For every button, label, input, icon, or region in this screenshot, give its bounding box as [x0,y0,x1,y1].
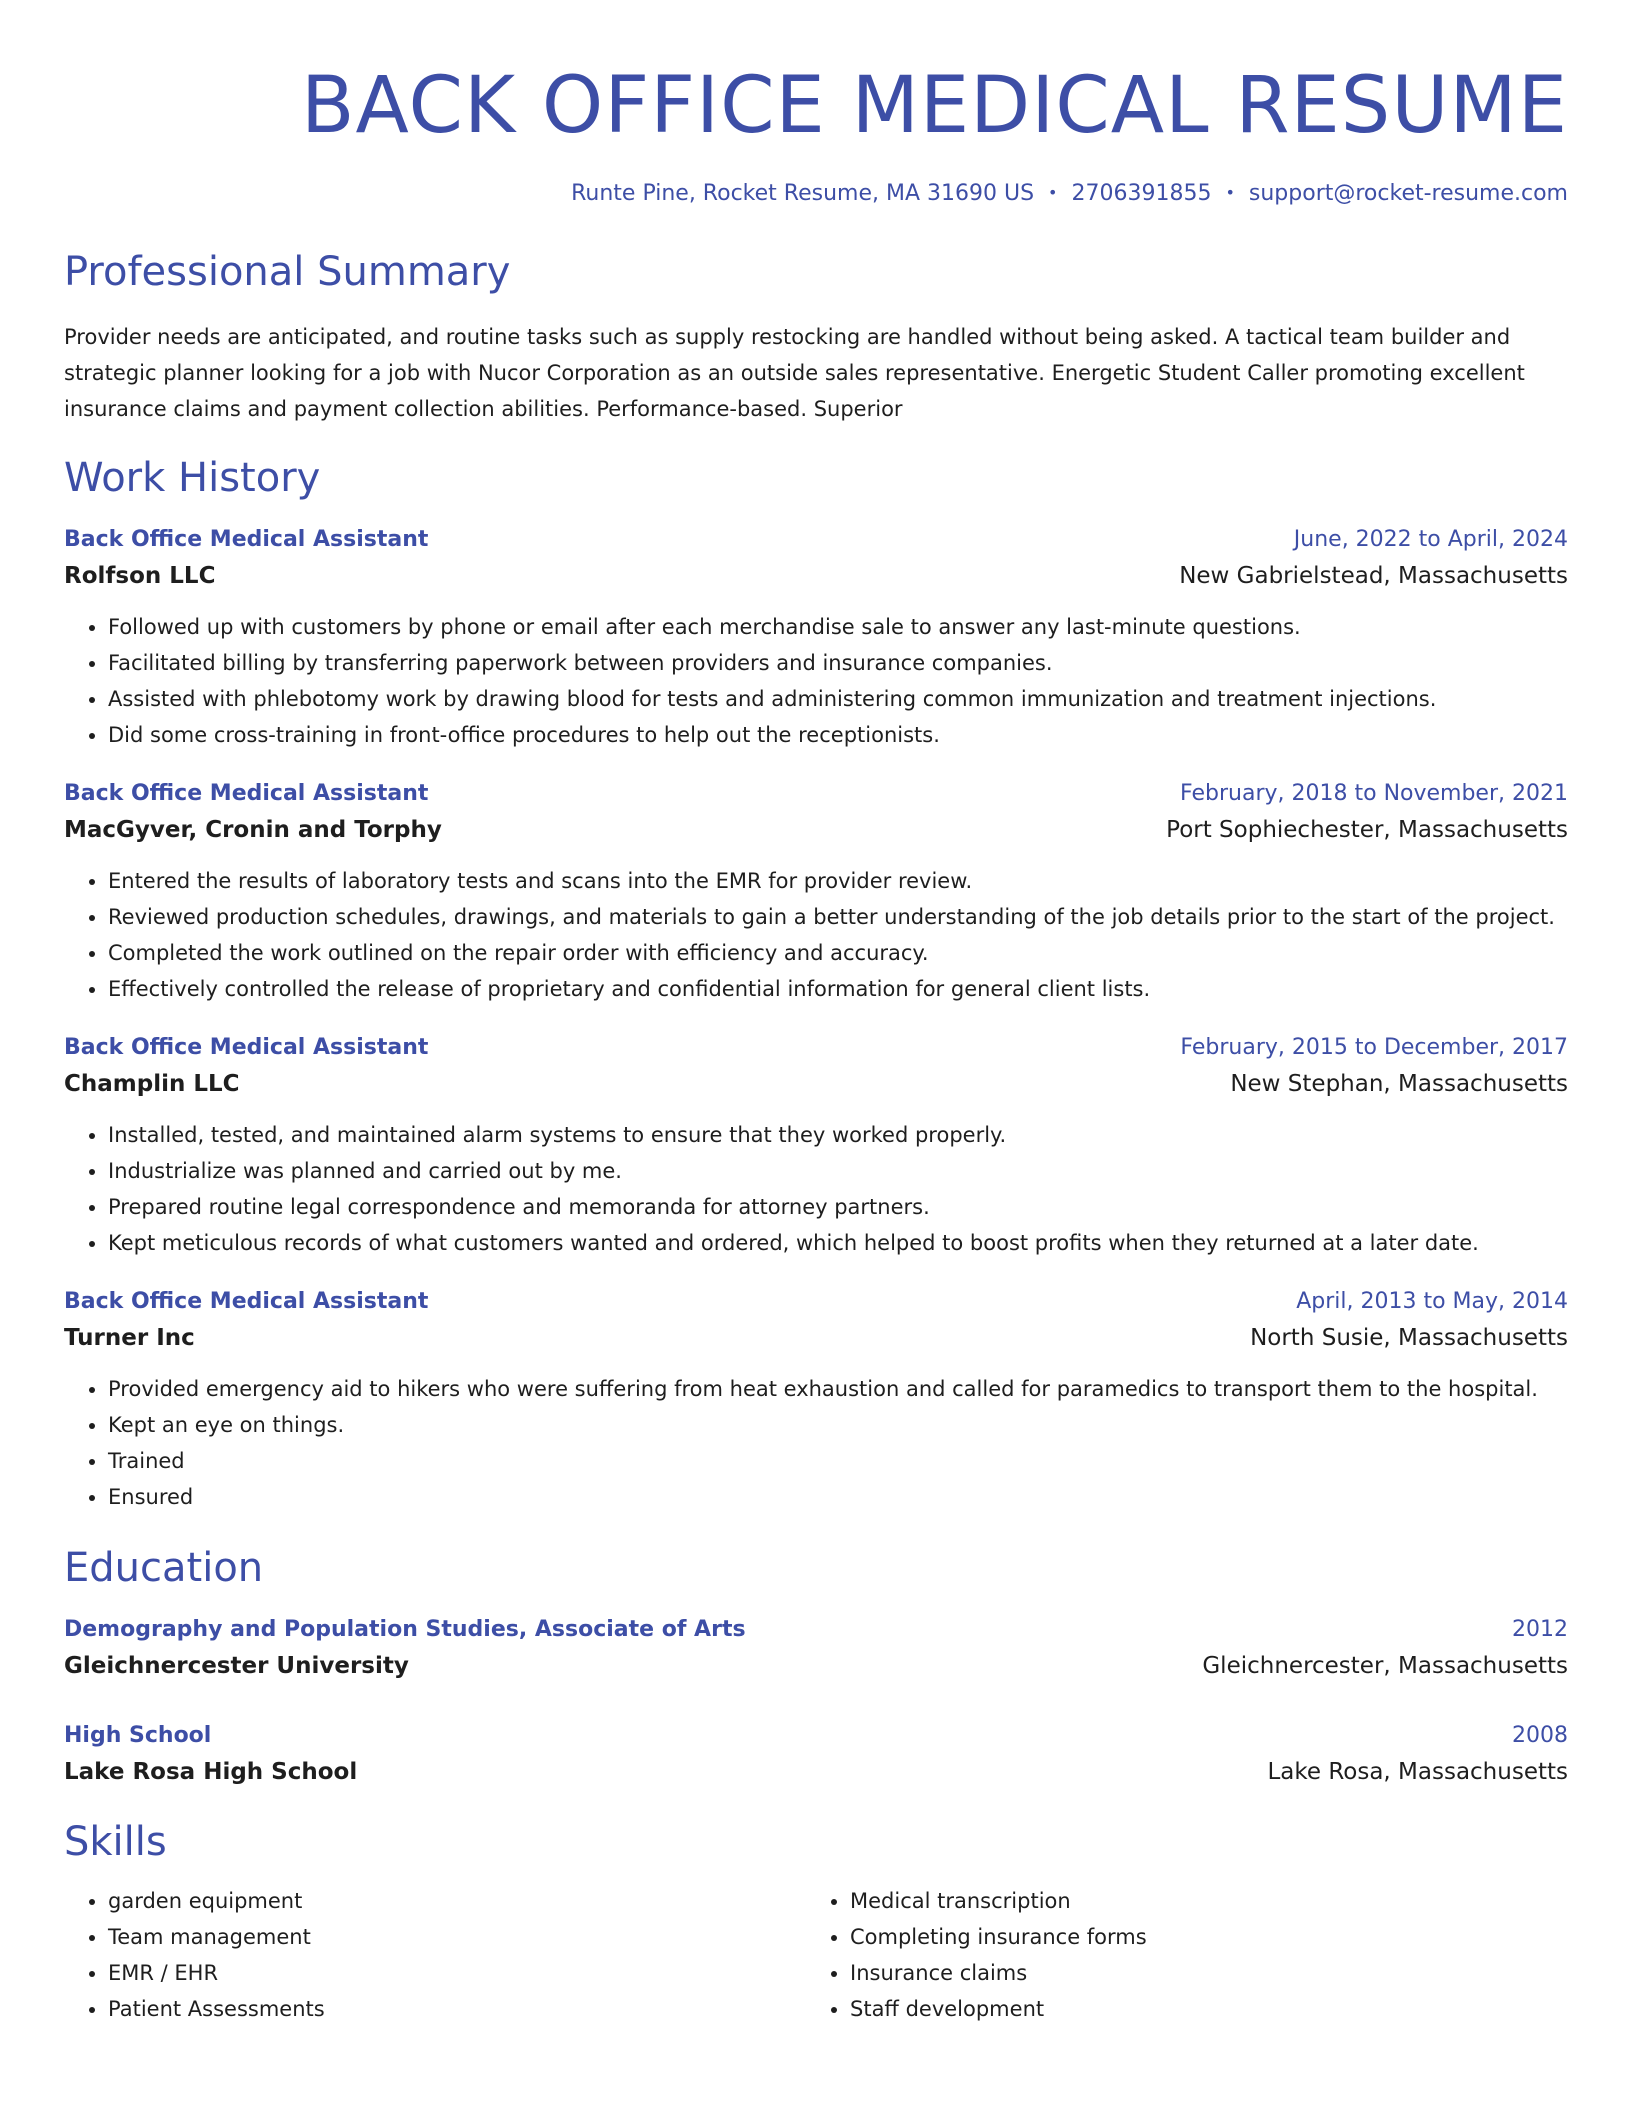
work-history-section [64,451,1568,1515]
skill-item: • Completing insurance forms [850,1919,1548,1955]
job-bullet: • Kept an eye on things. [108,1407,1568,1443]
job-bullet: • Industrialize was planned and carried out by me. [108,1153,1568,1189]
contact-line [64,178,1568,211]
education-heading: Education [64,1545,264,1591]
job-entry [64,777,1568,1007]
education-entry [64,1719,1568,1791]
education-school: Lake Rosa High School [64,1759,358,1785]
job-dates: April, 2013 to May, 2014 [1296,1289,1568,1314]
education-section [64,1541,1568,1791]
summary-section [64,245,1568,427]
job-entry [64,1031,1568,1261]
skill-item: • Team management [108,1919,806,1955]
job-bullet: • Did some cross-training in front-office procedures to help out the receptionists. [108,717,1568,753]
education-location: Lake Rosa, Massachusetts [1267,1759,1568,1785]
skills-column-left [64,1883,806,2027]
job-company: Champlin LLC [64,1071,240,1097]
education-entry [64,1613,1568,1685]
education-year: 2008 [1512,1723,1568,1748]
contact-address: Runte Pine, Rocket Resume, MA 31690 US [571,181,1035,206]
education-degree: Demography and Population Studies, Associate of Arts [64,1617,746,1642]
contact-email[interactable]: support@rocket-resume.com [1248,181,1568,206]
job-entry [64,523,1568,753]
job-bullet: • Reviewed production schedules, drawings, and materials to gain a better understanding of the job details prior to the start of the project. [108,899,1568,935]
summary-text: Provider needs are anticipated, and routine tasks such as supply restocking are handled without being asked. A tactical team builder and strategic planner looking for a job with Nucor Corporation as an outside sales representative. Energetic Student Caller promoting excellent insurance claims and payment collection abilities. Performance-based. Superior [64,325,1525,421]
skill-item: • Insurance claims [850,1955,1548,1991]
job-company: Turner Inc [64,1325,195,1351]
skill-item: • Staff development [850,1991,1548,2027]
job-bullets [64,1117,1568,1261]
job-company: Rolfson LLC [64,563,216,589]
job-title: Back Office Medical Assistant [64,1035,429,1060]
job-dates: February, 2015 to December, 2017 [1180,1035,1568,1060]
job-bullet: • Installed, tested, and maintained alarm systems to ensure that they worked properly. [108,1117,1568,1153]
job-bullet: • Assisted with phlebotomy work by drawing blood for tests and administering common immunization and treatment injections. [108,681,1568,717]
skill-item: • EMR / EHR [108,1955,806,1991]
job-bullets [64,609,1568,753]
contact-separator: • [1048,183,1058,202]
skills-heading: Skills [64,1819,167,1865]
job-location: North Susie, Massachusetts [1250,1325,1568,1351]
skill-item: • garden equipment [108,1883,806,1919]
contact-phone: 2706391855 [1071,181,1212,206]
skills-section [64,1815,1568,2027]
job-bullet: • Ensured [108,1479,1568,1515]
job-title: Back Office Medical Assistant [64,527,429,552]
job-location: Port Sophiechester, Massachusetts [1166,817,1568,843]
education-year: 2012 [1512,1617,1568,1642]
job-bullet: • Entered the results of laboratory tests and scans into the EMR for provider review. [108,863,1568,899]
education-school: Gleichnercester University [64,1653,409,1679]
education-degree: High School [64,1723,212,1748]
skills-column-right [806,1883,1548,2027]
skills-grid [64,1883,1568,2027]
job-location: New Stephan, Massachusetts [1230,1071,1568,1097]
job-bullets [64,863,1568,1007]
job-entry [64,1285,1568,1515]
job-location: New Gabrielstead, Massachusetts [1179,563,1568,589]
contact-separator: • [1225,183,1235,202]
job-title: Back Office Medical Assistant [64,781,429,806]
work-history-heading: Work History [64,455,321,501]
job-company: MacGyver, Cronin and Torphy [64,817,442,843]
job-bullets [64,1371,1568,1515]
job-bullet: • Trained [108,1443,1568,1479]
job-bullet: • Provided emergency aid to hikers who were suffering from heat exhaustion and called for paramedics to transport them to the hospital. [108,1371,1568,1407]
job-bullet: • Kept meticulous records of what customers wanted and ordered, which helped to boost profits when they returned at a later date. [108,1225,1568,1261]
job-bullet: • Effectively controlled the release of proprietary and confidential information for general client lists. [108,971,1568,1007]
education-location: Gleichnercester, Massachusetts [1202,1653,1568,1679]
job-dates: June, 2022 to April, 2024 [1293,527,1568,552]
resume-title: BACK OFFICE MEDICAL RESUME [301,61,1568,151]
job-dates: February, 2018 to November, 2021 [1180,781,1568,806]
skill-item: • Medical transcription [850,1883,1548,1919]
job-title: Back Office Medical Assistant [64,1289,429,1314]
skill-item: • Patient Assessments [108,1991,806,2027]
job-bullet: • Prepared routine legal correspondence and memoranda for attorney partners. [108,1189,1568,1225]
summary-heading: Professional Summary [64,249,511,295]
job-bullet: • Facilitated billing by transferring paperwork between providers and insurance companies. [108,645,1568,681]
job-bullet: • Followed up with customers by phone or email after each merchandise sale to answer any last-minute questions. [108,609,1568,645]
job-bullet: • Completed the work outlined on the repair order with efficiency and accuracy. [108,935,1568,971]
